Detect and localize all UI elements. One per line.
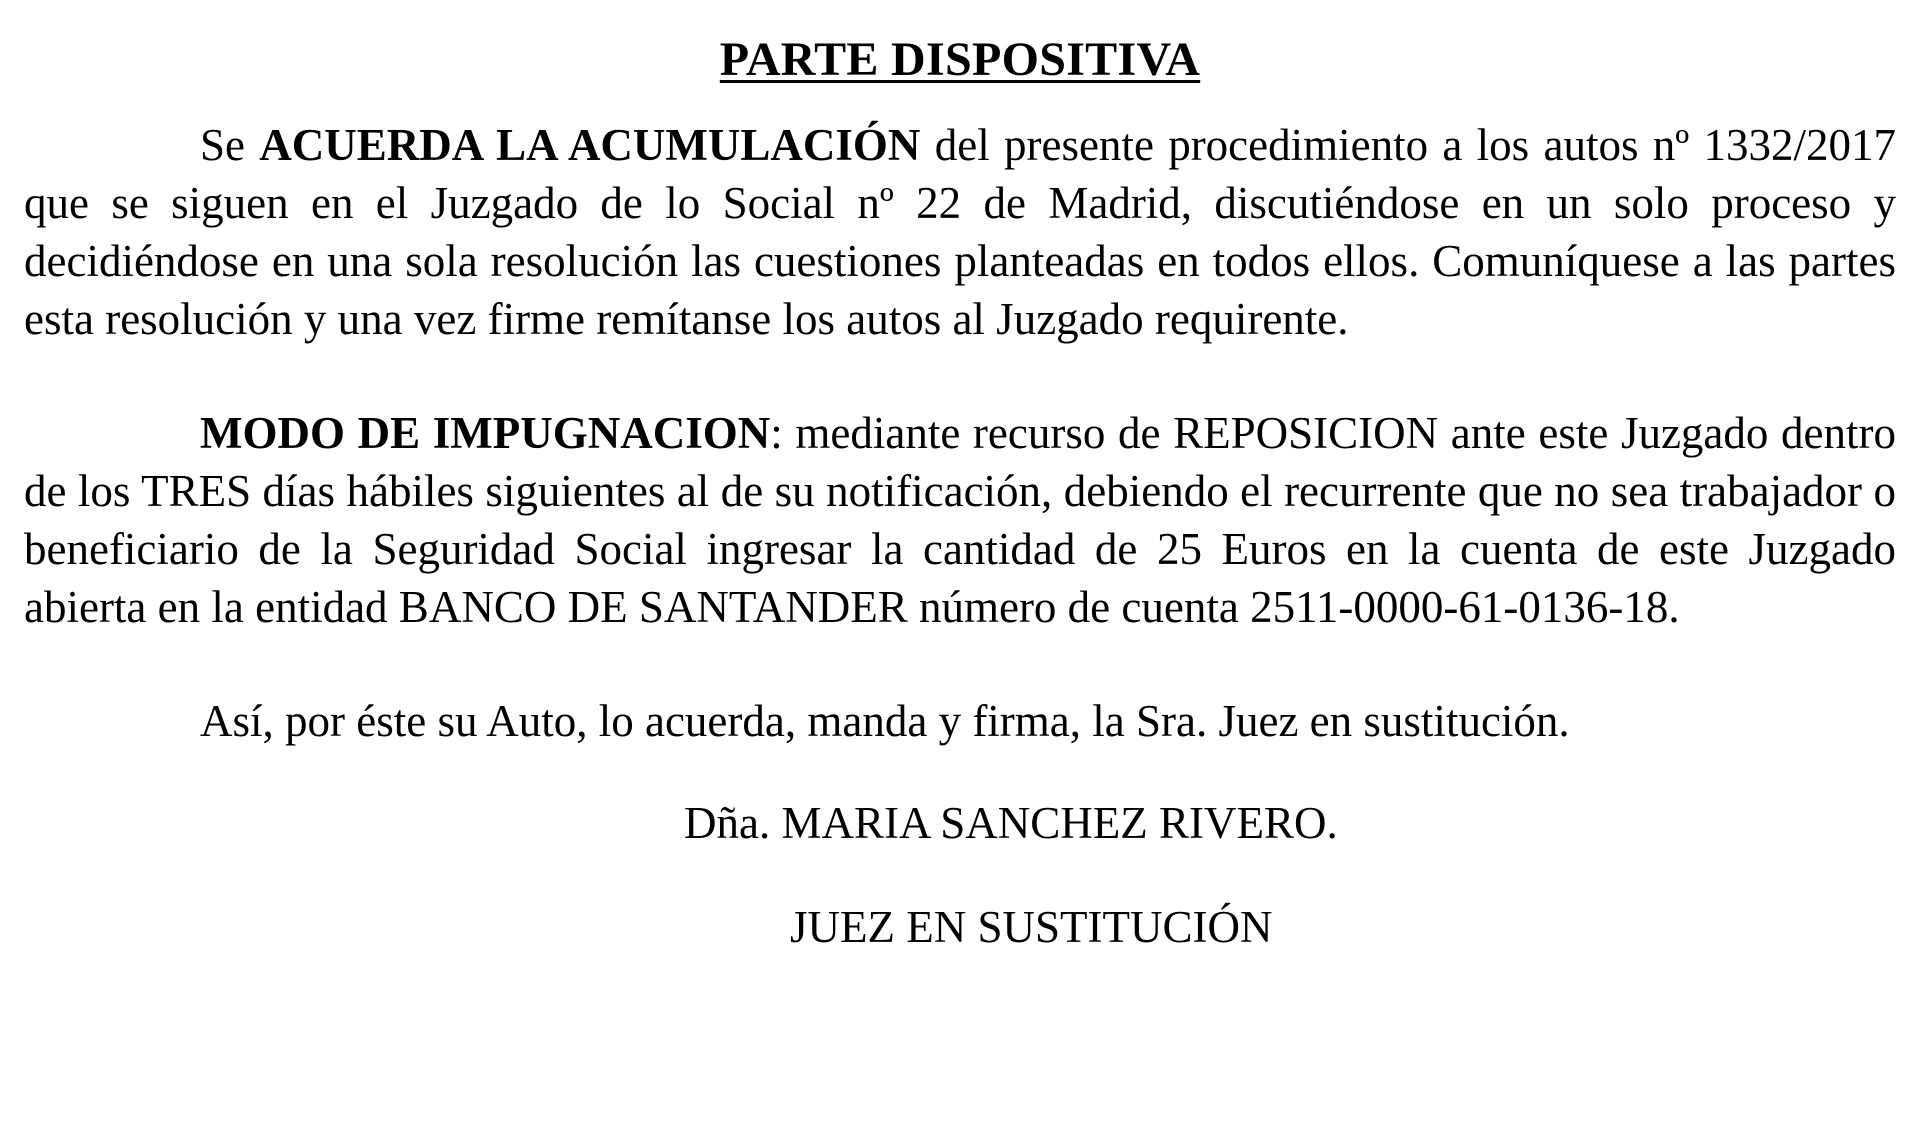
appeal-text: : mediante recurso de REPOSICION ante este Juzgado dentro de los TRES días hábiles siguientes al de su notificación, debiendo el recurrente que no sea trabajador o beneficiario de la Seguridad Social ingresar la cantidad de 25 Euros en la cuenta de este Juzgado abierta en la entidad BANCO DE SANTANDER número de cuenta 2511-0000-61-0136-18. — [24, 408, 1896, 632]
agreement-bold: ACUERDA LA ACUMULACIÓN — [259, 120, 921, 170]
appeal-bold: MODO DE IMPUGNACION — [200, 408, 771, 458]
agreement-paragraph — [24, 116, 1896, 348]
spacer — [24, 348, 1896, 404]
document-page — [24, 28, 1896, 956]
signature-title: JUEZ EN SUSTITUCIÓN — [790, 902, 1273, 952]
agreement-text: del presente procedimiento a los autos nº 1332/2017 que se siguen en el Juzgado de lo Social nº 22 de Madrid, discutiéndose en un solo proceso y decidiéndose en una sola resolución las cuestiones planteadas en todos ellos. Comuníquese a las partes esta resolución y una vez firme remítanse los autos al Juzgado requirente. — [24, 120, 1896, 344]
document-title — [24, 28, 1896, 92]
document-title-text: PARTE DISPOSITIVA — [719, 33, 1201, 86]
agreement-lead: Se — [200, 120, 260, 170]
appeal-paragraph — [24, 404, 1896, 636]
signature-name: Dña. MARIA SANCHEZ RIVERO. — [684, 798, 1338, 848]
spacer — [24, 636, 1896, 692]
closing-statement: Así, por éste su Auto, lo acuerda, manda y firma, la Sra. Juez en sustitución. — [200, 696, 1570, 746]
